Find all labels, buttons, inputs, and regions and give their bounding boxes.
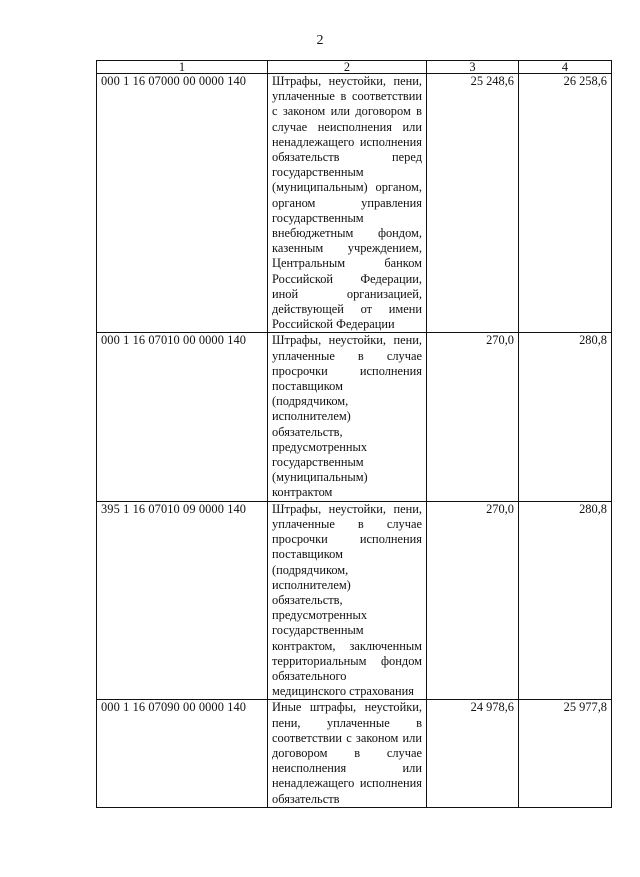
amount-col4-cell: 26 258,6 [519, 74, 612, 333]
budget-code-cell: 000 1 16 07010 00 0000 140 [97, 333, 268, 501]
income-name-text: Штрафы, неустойки, пени, уплаченные в случае просрочки исполнения поставщиком (подрядчиком, исполнителем) обязательств, предусмотренных государственным контрактом, заключенным территориальным фондом обязательного медицинского страхования [272, 501, 422, 699]
income-name-text: Штрафы, неустойки, пени, уплаченные в случае просрочки исполнения поставщиком (подрядчиком, исполнителем) обязательств, предусмотренных государственным (муниципальным) контрактом [272, 333, 422, 500]
budget-code-cell: 000 1 16 07090 00 0000 140 [97, 700, 268, 807]
amount-col3-cell: 270,0 [427, 333, 519, 501]
income-name-cell [268, 700, 427, 807]
column-header-1: 1 [97, 61, 268, 74]
column-header-3: 3 [427, 61, 519, 74]
budget-table [96, 60, 612, 808]
income-name-text: Штрафы, неустойки, пени, уплаченные в соответствии с законом или договором в случае неисполнения или ненадлежащего исполнения обязательств перед государственным (муниципальным) органом, органом управления государственным внебюджетным фондом, казенным учреждением, Центральным банком Российской Федерации, иной организацией, действующей от имени Российской Федерации [272, 74, 422, 332]
budget-code-cell: 395 1 16 07010 09 0000 140 [97, 501, 268, 700]
amount-col3-cell: 270,0 [427, 501, 519, 700]
amount-col4-cell: 25 977,8 [519, 700, 612, 807]
amount-col4-cell: 280,8 [519, 501, 612, 700]
column-header-2: 2 [268, 61, 427, 74]
table-row [97, 501, 612, 700]
income-name-cell [268, 74, 427, 333]
page-number: 2 [316, 33, 324, 48]
amount-col3-cell: 24 978,6 [427, 700, 519, 807]
table-row [97, 74, 612, 333]
amount-col3-cell: 25 248,6 [427, 74, 519, 333]
table-row [97, 700, 612, 807]
table-row [97, 333, 612, 501]
income-name-cell [268, 501, 427, 700]
amount-col4-cell: 280,8 [519, 333, 612, 501]
income-name-text: Иные штрафы, неустойки, пени, уплаченные в соответствии с законом или договором в случае неисполнения или ненадлежащего исполнения обязательств [272, 700, 422, 806]
column-header-4: 4 [519, 61, 612, 74]
income-name-cell [268, 333, 427, 501]
table-header-row [97, 61, 612, 74]
budget-code-cell: 000 1 16 07000 00 0000 140 [97, 74, 268, 333]
